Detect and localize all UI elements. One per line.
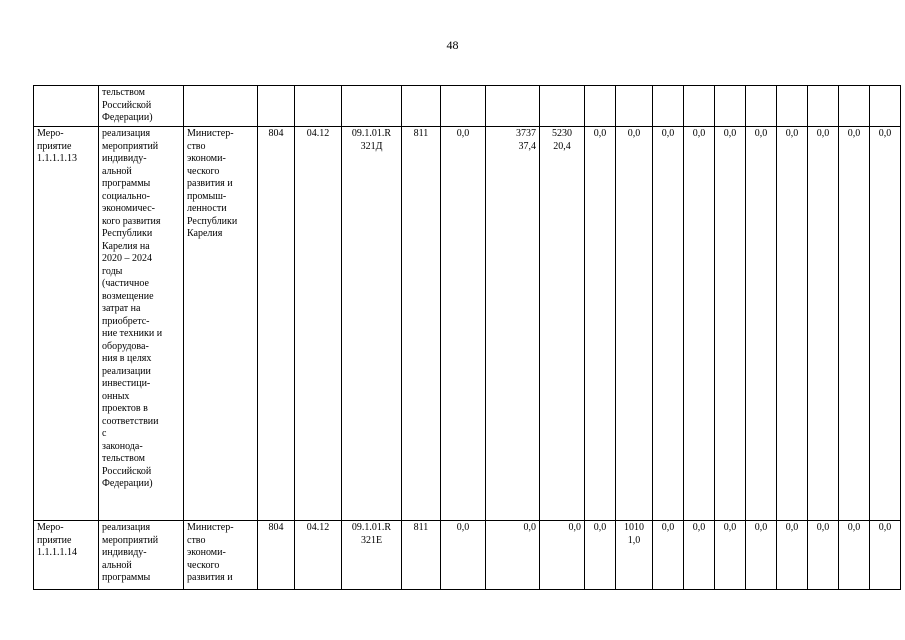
amount-cell (777, 86, 808, 127)
amount-cell: 0,0 (585, 127, 616, 521)
amount-cell: 0,0 (808, 521, 839, 590)
vr-code: 811 (402, 521, 441, 590)
table-row (34, 521, 901, 590)
amount-cell: 0,0 (616, 127, 653, 521)
amount-cell (616, 86, 653, 127)
responsible-org: Министер- ство экономи- ческого развития и промыш- ленности Республики Карелия (184, 127, 258, 521)
rzpr-code: 04.12 (295, 127, 342, 521)
activity-name: Меро- приятие 1.1.1.1.13 (34, 127, 99, 521)
amount-cell: 0,0 (777, 127, 808, 521)
activity-name: Меро- приятие 1.1.1.1.14 (34, 521, 99, 590)
csr-code (342, 86, 402, 127)
amount-cell: 0,0 (540, 521, 585, 590)
amount-cell: 0,0 (746, 127, 777, 521)
amount-cell: 0,0 (715, 521, 746, 590)
grbs-code (258, 86, 295, 127)
activity-description: тельством Российской Федерации) (99, 86, 184, 127)
csr-code: 09.1.01.R 321Е (342, 521, 402, 590)
amount-cell: 0,0 (839, 521, 870, 590)
amount-cell (746, 86, 777, 127)
activity-description: реализация мероприятий индивиду- альной программы социально- экономичес- кого развития Республики Карелия на 2020 – 2024 годы (частичное возмещение затрат на приобретс- ние техники и оборудова- ния в целях реализации инвестици- онных проектов в соответствии с законода- тельством Российской Федерации) (99, 127, 184, 521)
amount-cell (653, 86, 684, 127)
vr-code: 811 (402, 127, 441, 521)
responsible-org (184, 86, 258, 127)
amount-cell (486, 86, 540, 127)
responsible-org: Министер- ство экономи- ческого развития и (184, 521, 258, 590)
rzpr-code: 04.12 (295, 521, 342, 590)
amount-cell: 0,0 (715, 127, 746, 521)
amount-cell: 0,0 (777, 521, 808, 590)
rzpr-code (295, 86, 342, 127)
activity-description: реализация мероприятий индивиду- альной программы (99, 521, 184, 590)
amount-cell (540, 86, 585, 127)
amount-cell (585, 86, 616, 127)
amount-cell: 0,0 (486, 521, 540, 590)
table-row (34, 86, 901, 127)
activity-name (34, 86, 99, 127)
amount-cell: 0,0 (870, 521, 901, 590)
grbs-code: 804 (258, 521, 295, 590)
amount-cell: 1010 1,0 (616, 521, 653, 590)
vr-code (402, 86, 441, 127)
page-number: 48 (446, 38, 459, 52)
amount-cell (684, 86, 715, 127)
amount-cell (839, 86, 870, 127)
amount-cell: 0,0 (684, 521, 715, 590)
table-row (34, 127, 901, 521)
amount-cell: 0,0 (441, 521, 486, 590)
amount-cell (441, 86, 486, 127)
amount-cell (715, 86, 746, 127)
amount-cell: 0,0 (653, 127, 684, 521)
budget-table (33, 85, 901, 590)
amount-cell: 5230 20,4 (540, 127, 585, 521)
amount-cell: 0,0 (441, 127, 486, 521)
amount-cell: 0,0 (839, 127, 870, 521)
csr-code: 09.1.01.R 321Д (342, 127, 402, 521)
grbs-code: 804 (258, 127, 295, 521)
amount-cell (808, 86, 839, 127)
amount-cell: 0,0 (808, 127, 839, 521)
amount-cell: 3737 37,4 (486, 127, 540, 521)
amount-cell: 0,0 (684, 127, 715, 521)
amount-cell: 0,0 (870, 127, 901, 521)
amount-cell (870, 86, 901, 127)
amount-cell: 0,0 (585, 521, 616, 590)
amount-cell: 0,0 (746, 521, 777, 590)
amount-cell: 0,0 (653, 521, 684, 590)
